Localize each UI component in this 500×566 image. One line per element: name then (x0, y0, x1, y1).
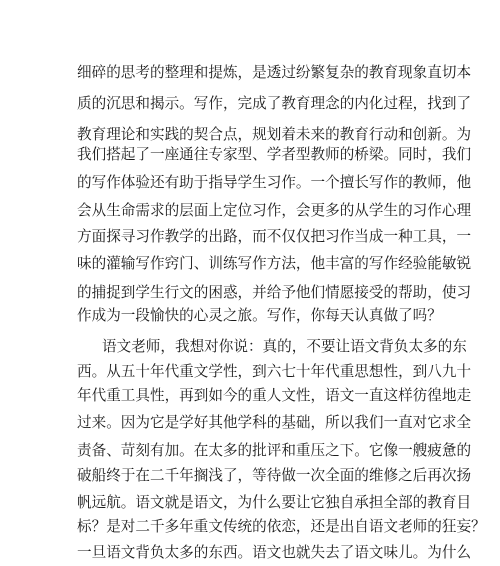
paragraph-line: 方面探寻习作教学的出路，而不仅仅把习作当成一种工具，一 (77, 228, 472, 245)
paragraph-line: 帆远航。语文就是语文，为什么要让它独自承担全部的教育目 (77, 494, 472, 511)
paragraph-line: 语文老师，我想对你说：真的，不要让语文背负太多的东 (102, 338, 467, 355)
paragraph-line: 的写作体验还有助于指导学生习作。一个擅长写作的教师，他 (77, 174, 472, 191)
paragraph-line: 细碎的思考的整理和提炼，是透过纷繁复杂的教育现象直切本 (77, 64, 472, 81)
paragraph-line: 质的沉思和揭示。写作，完成了教育理念的内化过程，找到了 (77, 95, 472, 112)
paragraph-line: 味的灌输写作窍门、训练写作方法，他丰富的写作经验能敏锐 (77, 255, 472, 272)
paragraph-line: 年代重工具性，再到如今的重人文性，语文一直这样彷徨地走 (77, 387, 472, 404)
paragraph-line: 作成为一段愉快的心灵之旅。写作，你每天认真做了吗？ (77, 307, 442, 324)
paragraph-line: 教育理论和实践的契合点，规划着未来的教育行动和创新。为 (77, 126, 472, 143)
paragraph-line: 破船终于在二千年搁浅了，等待做一次全面的维修之后再次扬 (77, 467, 472, 484)
paragraph-line: 会从生命需求的层面上定位习作，会更多的从学生的习作心理 (77, 202, 472, 219)
paragraph-line: 过来。因为它是学好其他学科的基础，所以我们一直对它求全 (77, 414, 472, 431)
paragraph-line: 责备、苛刻有加。在太多的批评和重压之下。它像一艘疲惫的 (77, 442, 472, 459)
paragraph-line: 标？是对二千多年重文传统的依恋，还是出自语文老师的狂妄？ (77, 518, 486, 535)
paragraph-line: 一旦语文背负太多的东西。语文也就失去了语文味儿。为什么 (77, 544, 472, 561)
paragraph-line: 西。从五十年代重文学性，到六七十年代重思想性，到八九十 (77, 363, 472, 380)
paragraph-line: 我们搭起了一座通往专家型、学者型教师的桥梁。同时，我们 (77, 146, 472, 163)
paragraph-line: 的捕捉到学生行文的困惑，并给予他们情愿接受的帮助，使习 (77, 284, 472, 301)
